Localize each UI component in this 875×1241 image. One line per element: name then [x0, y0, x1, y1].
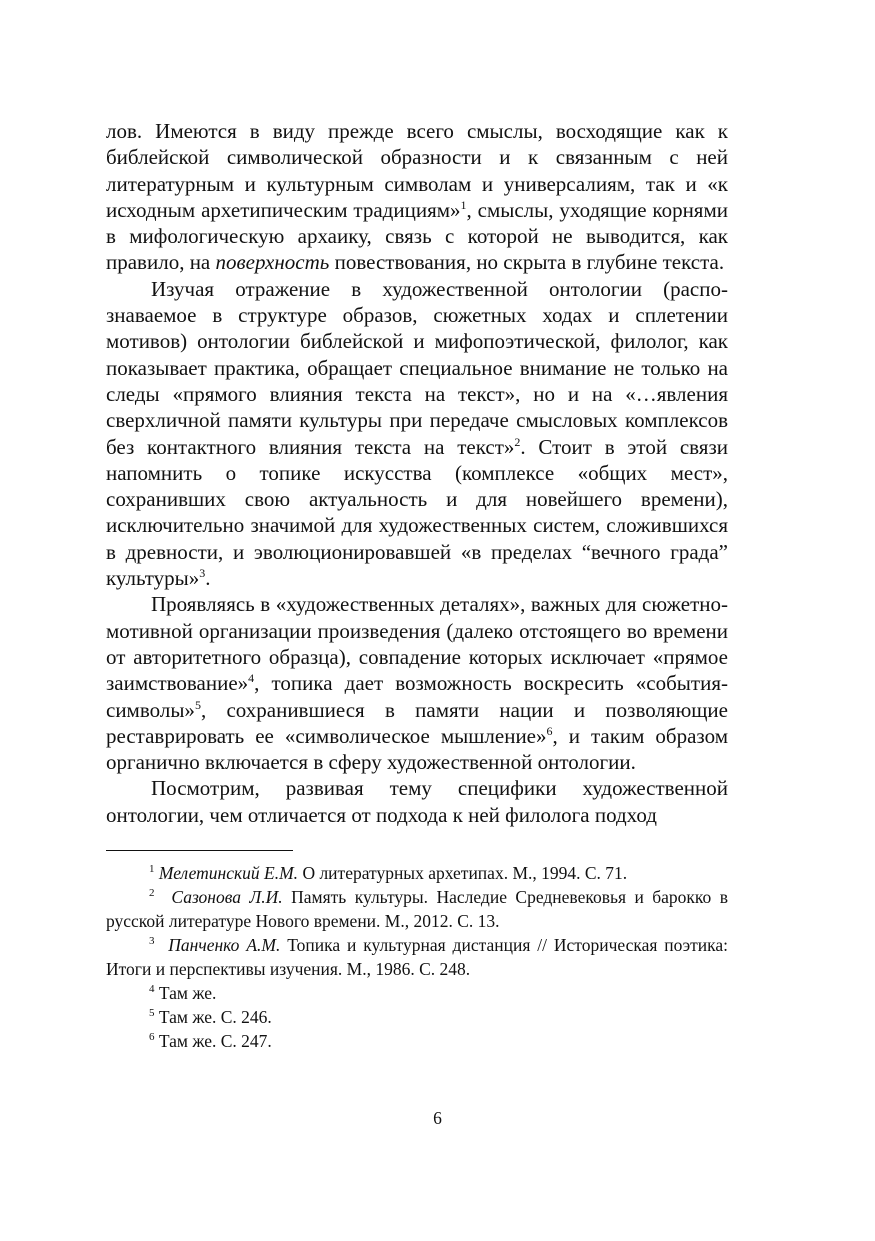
footnote-number: 2	[149, 887, 155, 900]
text-run: повествования, но скрыта в глубине текста.	[329, 250, 725, 275]
main-text	[106, 118, 728, 828]
paragraph-4	[106, 775, 728, 828]
footnote-number: 4	[149, 983, 155, 996]
footnote-5	[106, 1005, 728, 1029]
paragraph-1	[106, 118, 728, 276]
footnote-ref-1[interactable]: 1	[460, 197, 467, 212]
paragraph-3	[106, 591, 728, 775]
footnote-ref-5[interactable]: 5	[194, 697, 201, 712]
footnote-text: Память культуры. Наследие Средневековья и барокко в русской литературе Нового времени. М., 2012. С. 13.	[106, 887, 729, 932]
footnote-ref-2[interactable]: 2	[514, 434, 521, 449]
footnote-ref-6[interactable]: 6	[546, 723, 553, 738]
footnote-number: 1	[149, 863, 155, 876]
footnote-ref-3[interactable]: 3	[199, 566, 206, 581]
footnote-2	[106, 885, 728, 933]
footnotes	[106, 861, 728, 1053]
footnote-number: 5	[149, 1007, 155, 1020]
footnote-author: Сазонова Л.И.	[171, 887, 283, 908]
footnote-divider	[106, 850, 293, 851]
footnote-4	[106, 981, 728, 1005]
text-run: Проявляясь в «художественных деталях», важных для сюжетно-мотивной организации произведения (далеко отстоящего во времени от авторитетного образца), совпадение которых исключает «прямое заимствование»	[106, 592, 728, 696]
footnote-number: 3	[149, 935, 155, 948]
footnote-number: 6	[149, 1031, 155, 1044]
text-run: .	[205, 566, 211, 591]
footnote-text: Топика и культурная дистанция // Историческая поэтика: Итоги и перспективы изучения. М., 1986. С. 248.	[106, 935, 729, 980]
emphasis: поверхность	[215, 250, 330, 275]
text-run: , сохранившиеся в памяти нации и позволяющие реставрировать ее «символическое мышление»	[106, 697, 728, 748]
text-run: Изучая отражение в художественной онтологии (распознаваемое в структуре образов, сюжетных ходах и сплетении мотивов) онтологии библейской и мифопоэтической, филолог, как показывает практика, обращает специальное внимание не только на следы «прямого влияния текста на текст», но и на «…явления сверхличной памяти культуры при передаче смысловых комплексов без контактного влияния текста на текст»	[106, 276, 728, 459]
footnote-text: О литературных архетипах. М., 1994. С. 71.	[298, 863, 628, 884]
page-number: 6	[433, 1108, 442, 1128]
footnote-author: Панченко А.М.	[168, 935, 281, 956]
footnote-text: Там же. С. 246.	[154, 1007, 272, 1028]
text-run: , смыслы, уходящие корнями в мифологическую архаику, связь с которой не выводится, как правило, на	[106, 197, 728, 275]
footnote-6	[106, 1029, 728, 1053]
footnote-ref-4[interactable]: 4	[248, 671, 255, 686]
text-run: , топика дает возможность воскресить «события-символы»	[106, 671, 728, 722]
text-run: Посмотрим, развивая тему специфики художественной онтологии, чем отличается от подхода к ней филолога подход	[106, 776, 728, 827]
page	[106, 118, 728, 1053]
paragraph-2	[106, 276, 728, 592]
footnote-1	[106, 861, 728, 885]
footnote-author: Мелетинский Е.М.	[158, 863, 299, 884]
footnote-text: Там же. С. 247.	[154, 1031, 272, 1052]
text-run: лов. Имеются в виду прежде всего смыслы, восходящие как к библейской символической образности и к связанным с ней литературным и культурным символам и универсалиям, так и «к исходным архетипическим традициям»	[106, 119, 728, 222]
footnote-text: Там же.	[154, 983, 217, 1004]
text-run: . Стоит в этой связи напомнить о топике искусства (комплексе «общих мест», сохранивших свою актуальность и для новейшего времени), исключительно значимой для художественных систем, сложившихся в древности, и эволюционировавшей «в пределах “вечного града” культуры»	[106, 434, 729, 591]
text-run: , и таким образом органично включается в сферу художественной онтологии.	[106, 723, 728, 775]
footnote-3	[106, 933, 728, 981]
